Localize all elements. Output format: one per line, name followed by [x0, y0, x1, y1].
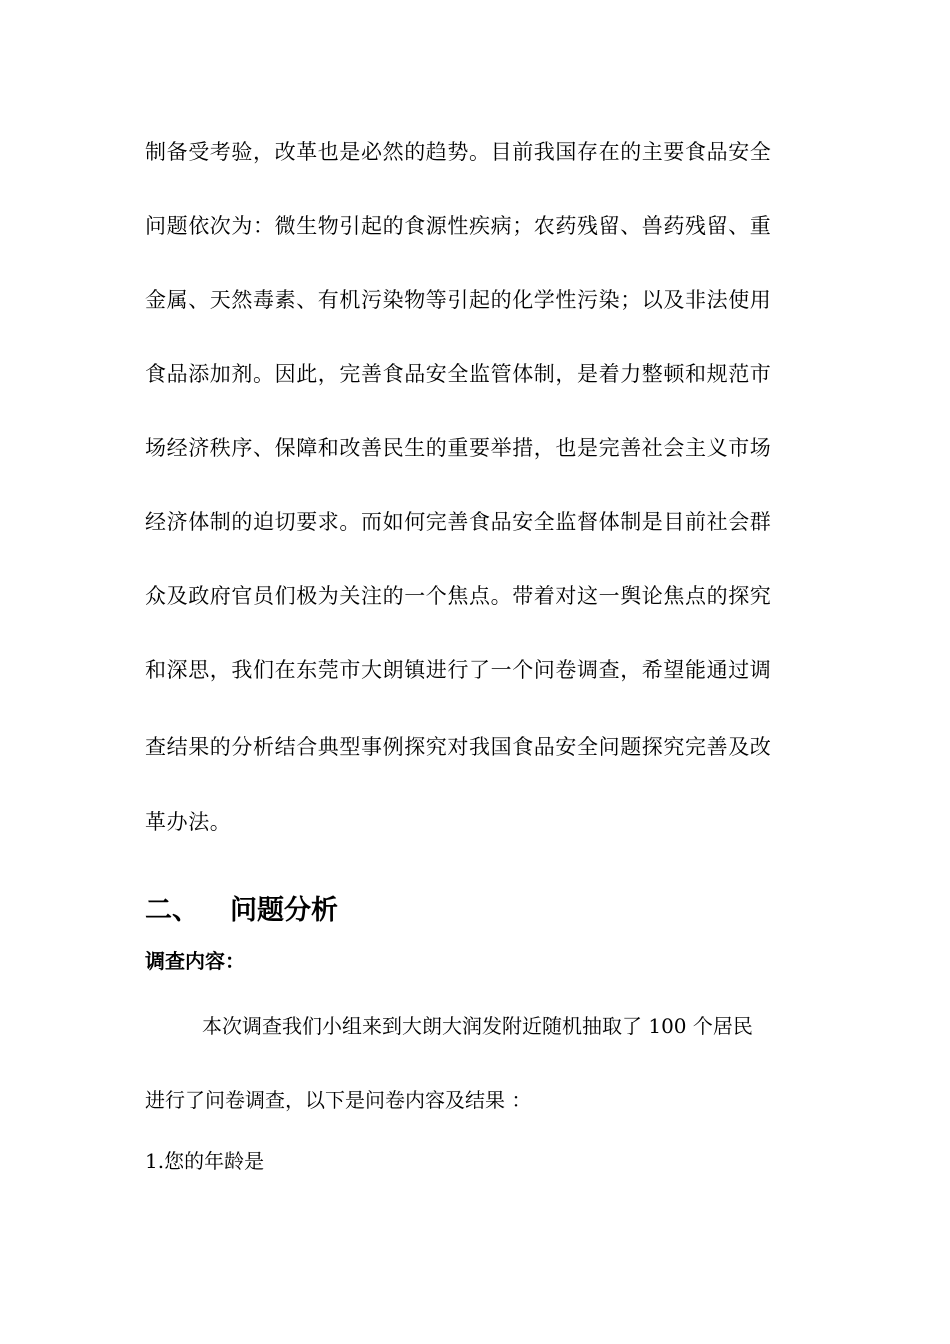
intro-line: 制备受考验，改革也是必然的趋势。目前我国存在的主要食品安全 — [145, 140, 772, 164]
section-title: 问题分析 — [230, 895, 338, 926]
intro-line: 问题依次为：微生物引起的食源性疾病；农药残留、兽药残留、重 — [145, 214, 772, 238]
intro-line: 金属、天然毒素、有机污染物等引起的化学性污染；以及非法使用 — [145, 288, 772, 312]
intro-line: 食品添加剂。因此，完善食品安全监管体制，是着力整顿和规范市 — [145, 362, 772, 386]
survey-line: 本次调查我们小组来到大朗大润发附近随机抽取了 100 个居民 — [202, 1014, 753, 1038]
intro-line: 经济体制的迫切要求。而如何完善食品安全监督体制是目前社会群 — [145, 510, 772, 534]
survey-line: 进行了问卷调查，以下是问卷内容及结果 ： — [145, 1088, 532, 1112]
intro-line: 查结果的分析结合典型事例探究对我国食品安全问题探究完善及改 — [145, 735, 772, 759]
section-number: 二、 — [145, 895, 199, 926]
intro-line: 场经济秩序、保障和改善民生的重要举措，也是完善社会主义市场 — [145, 436, 772, 460]
subsection-heading: 调查内容： — [145, 949, 245, 973]
intro-line: 革办法。 — [145, 810, 232, 834]
question-1: 1.您的年龄是 — [145, 1149, 265, 1173]
intro-line: 众及政府官员们极为关注的一个焦点。带着对这一舆论焦点的探究 — [145, 584, 772, 608]
section-heading — [145, 893, 338, 929]
intro-line: 和深思，我们在东莞市大朗镇进行了一个问卷调查，希望能通过调 — [145, 658, 772, 682]
